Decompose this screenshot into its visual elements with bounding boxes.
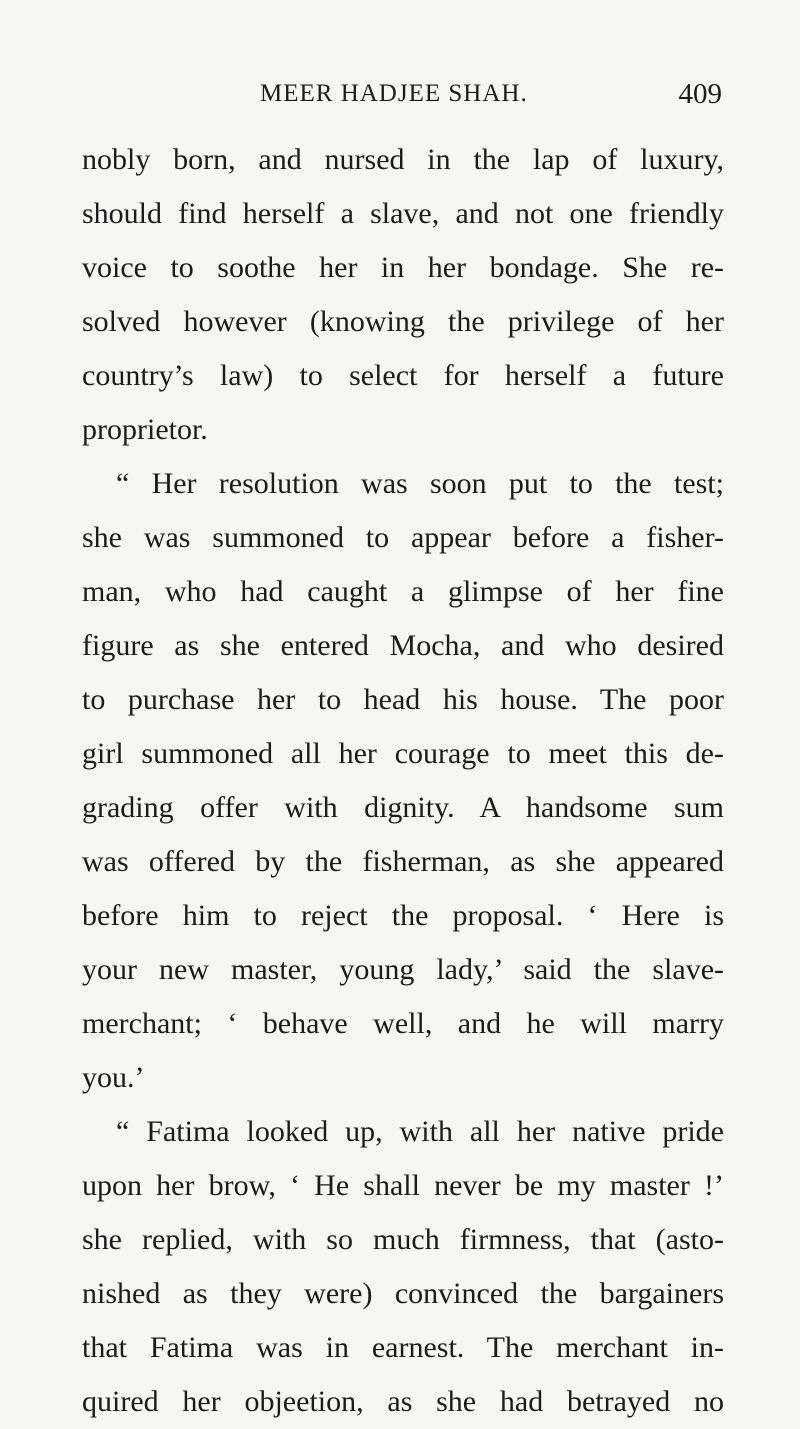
text-line: voice to soothe her in her bondage. She re- — [82, 251, 724, 284]
text-line: you.’ — [82, 1061, 145, 1094]
text-line: that Fatima was in earnest. The merchant in- — [82, 1331, 724, 1364]
text-line: country’s law) to select for herself a future — [82, 359, 724, 392]
body-text — [82, 133, 724, 1429]
text-line: to purchase her to head his house. The poor — [82, 683, 724, 716]
text-line: grading offer with dignity. A handsome sum — [82, 791, 724, 824]
text-line: was offered by the fisherman, as she appeared — [82, 845, 724, 878]
text-line: she replied, with so much firmness, that (asto- — [82, 1223, 724, 1256]
text-line: before him to reject the proposal. ‘ Here is — [82, 899, 724, 932]
page-number: 409 — [678, 78, 722, 110]
text-line: upon her brow, ‘ He shall never be my master !’ — [82, 1169, 724, 1202]
running-title: MEER HADJEE SHAH. — [260, 80, 528, 107]
text-line: should find herself a slave, and not one friendly — [82, 197, 724, 230]
text-line: nished as they were) convinced the bargainers — [82, 1277, 724, 1310]
text-line: your new master, young lady,’ said the slave- — [82, 953, 724, 986]
text-line: quired her objeetion, as she had betrayed no — [82, 1385, 724, 1418]
text-line: she was summoned to appear before a fisher- — [82, 521, 724, 554]
text-line: girl summoned all her courage to meet this de- — [82, 737, 724, 770]
text-line: man, who had caught a glimpse of her fine — [82, 575, 724, 608]
text-line: “ Fatima looked up, with all her native pride — [116, 1115, 724, 1148]
text-line: figure as she entered Mocha, and who desired — [82, 629, 724, 662]
text-line: solved however (knowing the privilege of her — [82, 305, 724, 338]
running-head — [82, 78, 722, 118]
text-line: merchant; ‘ behave well, and he will marry — [82, 1007, 724, 1040]
text-line: nobly born, and nursed in the lap of luxury, — [82, 143, 724, 176]
text-line: proprietor. — [82, 413, 208, 446]
text-line: “ Her resolution was soon put to the test; — [116, 467, 724, 500]
